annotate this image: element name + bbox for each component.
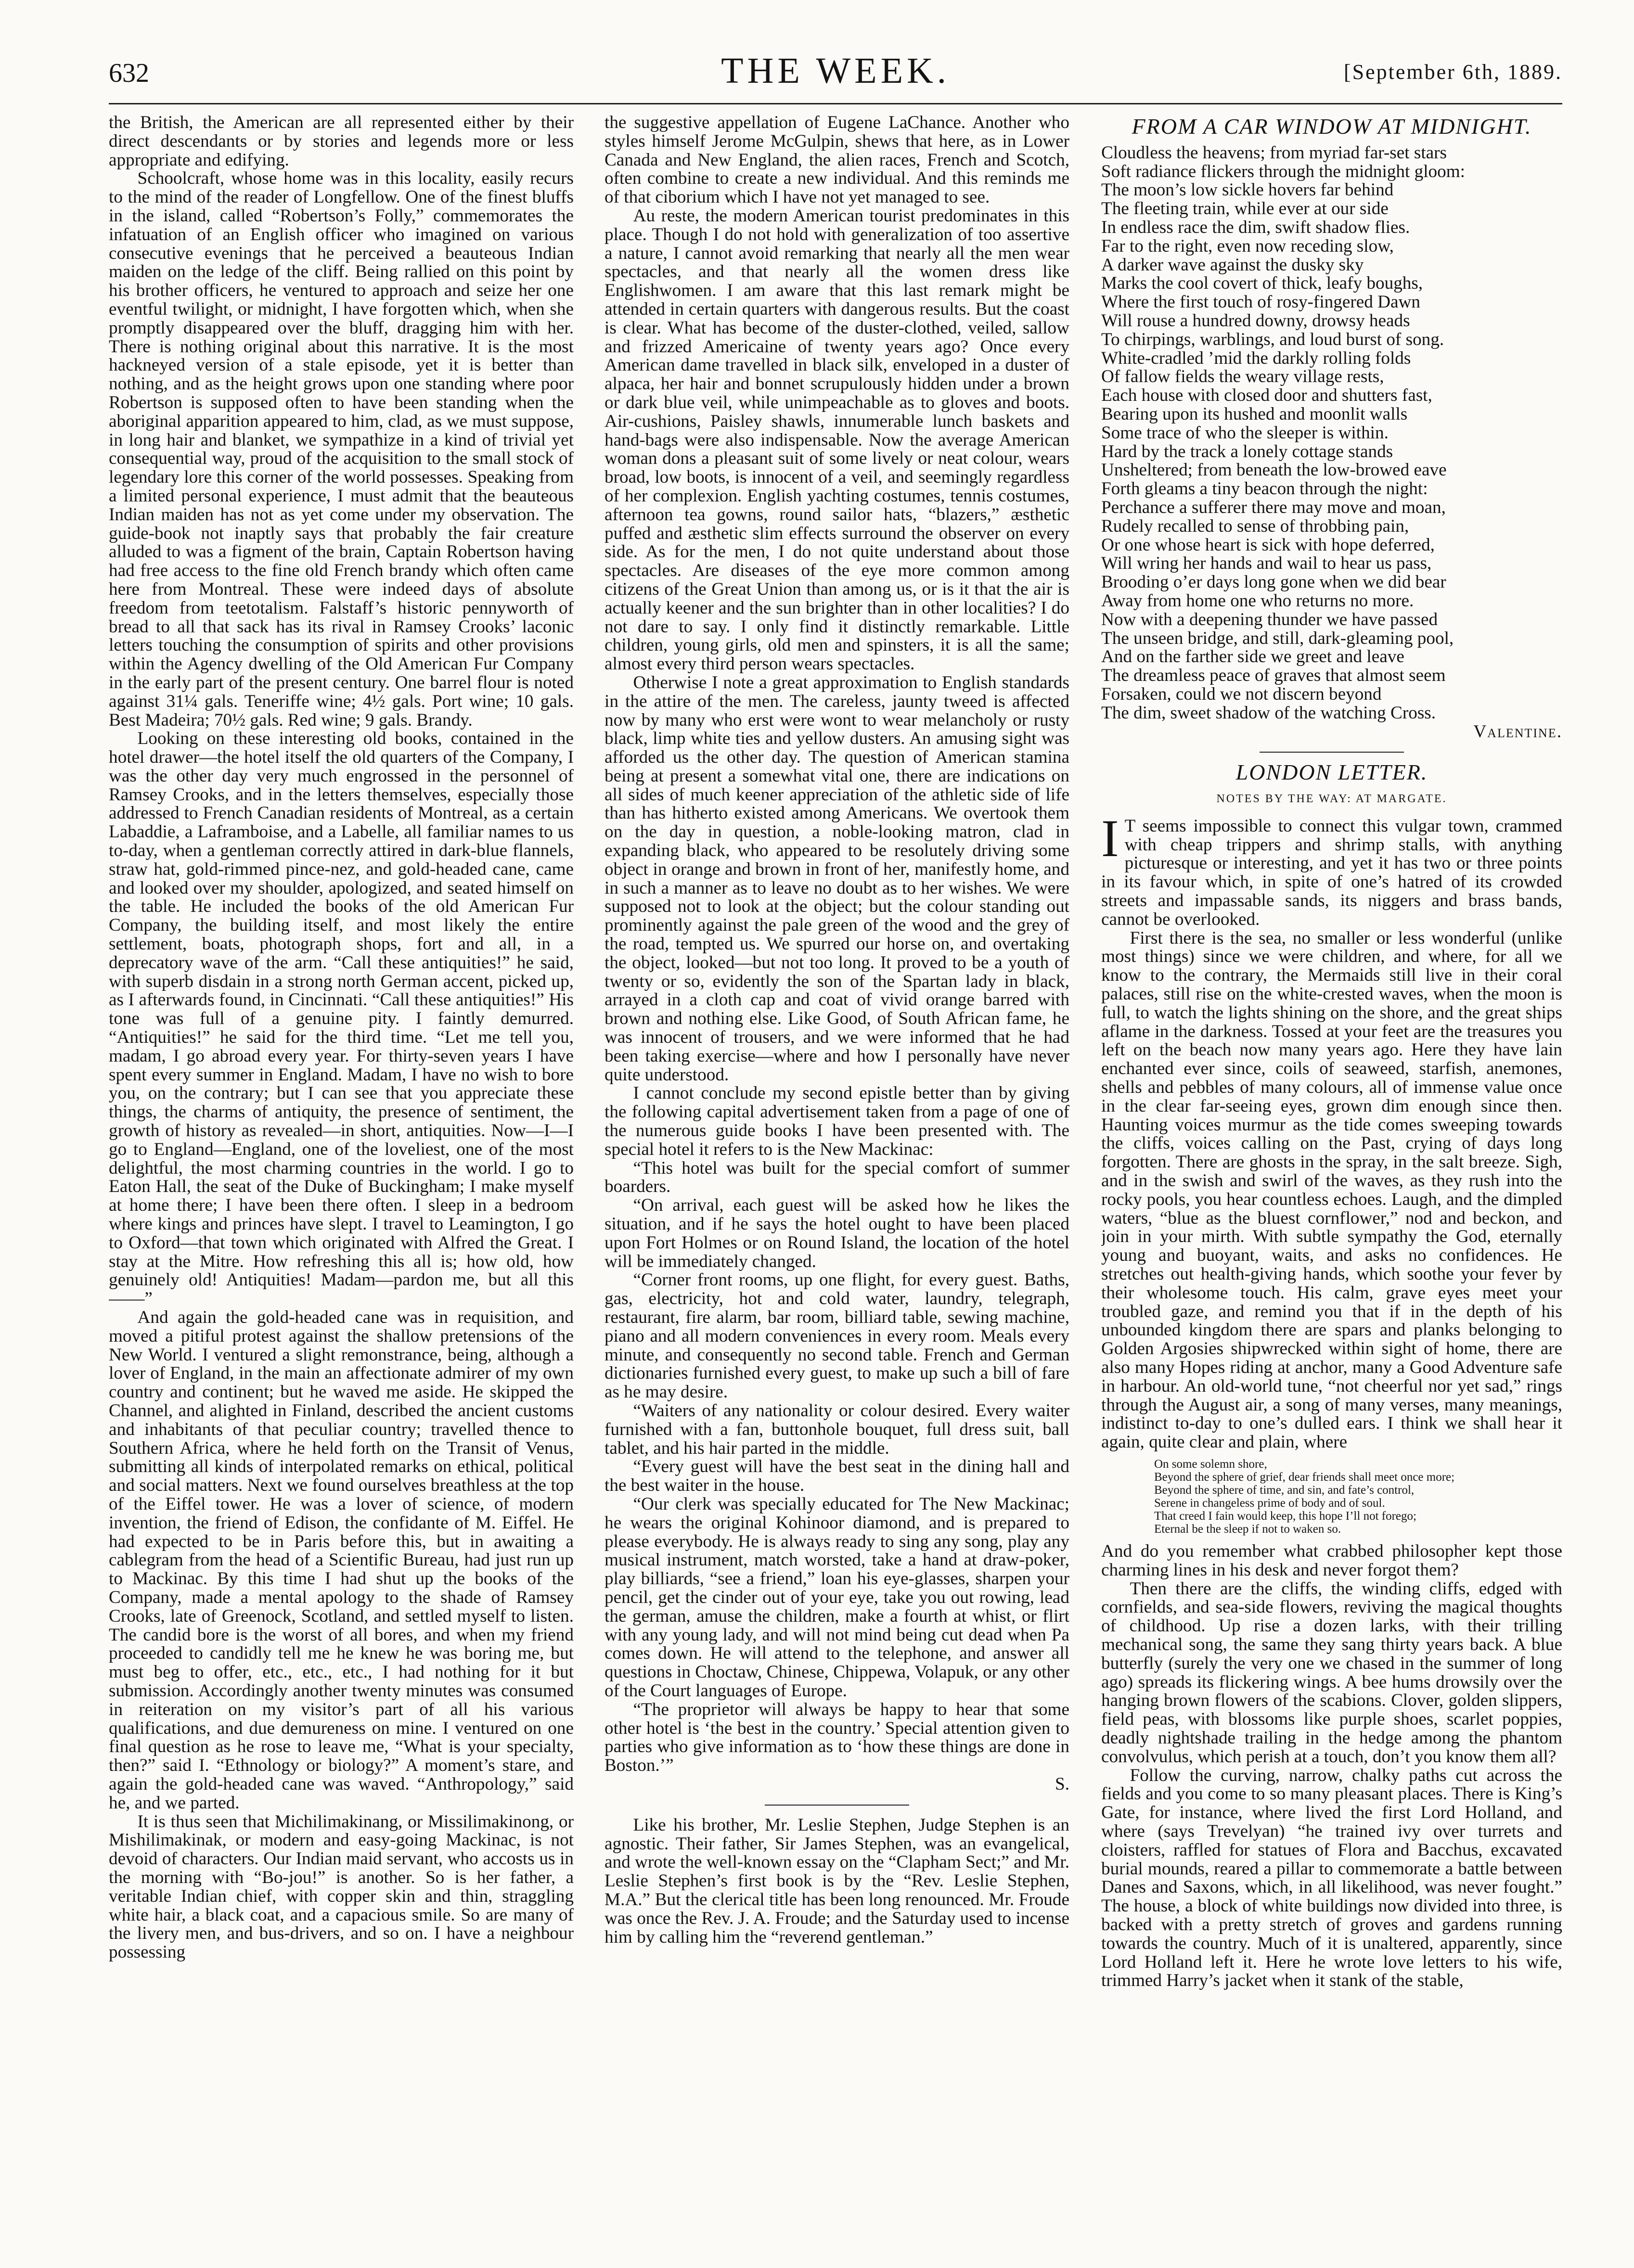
poem-line: Or one whose heart is sick with hope deferred, [1101, 535, 1435, 555]
paragraph: Au reste, the modern American tourist predominates in this place. Though I do not hold with generalization of too assertive a nature, I cannot avoid remarking that nearly all the men wear spectacles, and that nearly all the women dress like Englishwomen. I am aware that this last remark might be attended in certain quarters with dangerous results. But the coast is clear. What has become of the duster-clothed, veiled, sallow and frizzed Americaine of twenty years ago? Once every American dame travelled in black silk, enveloped in a duster of alpaca, her hair and bonnet scrupulously hidden under a brown or dark blue veil, while unimpeachable as to gloves and boots. Air-cushions, Paisley shawls, innumerable lunch baskets and hand-bags were also indispensable. Now the average American woman dons a pleasant suit of some lively or neat colour, wears broad, low boots, is innocent of a veil, and seemingly regardless of her complexion. English yachting costumes, tennis costumes, afternoon tea gowns, round sailor hats, “blazers,” æsthetic puffed and æsthetic slim effects surround the observer on every side. As for the men, I do not quite understand about those spectacles. Are diseases of the eye more common among citizens of the Great Union than among us, or is it that the air is actually keener and the sun brighter than in other localities? I do not dare to say. I only find it distinctly remarkable. Little children, young girls, old men and spinsters, it is all the same; almost every third person wears spectacles. [605, 205, 1069, 674]
poem-line: Forsaken, could we not discern beyond [1101, 684, 1382, 704]
poem-line: Marks the cool covert of thick, leafy boughs, [1101, 273, 1423, 294]
paragraph: First there is the sea, no smaller or less wonderful (unlike most things) since we were children, and where, for all we know to the contrary, the Mermaids still live in their coral palaces, still rise on the white-crested waves, when the moon is full, to watch the lights shining on the shore, and the great ships aflame in the darkness. Tossed at your feet are the treasures you left on the beach now many years ago. Here they have lain enchanted ever since, coils of seaweed, starfish, anemones, shells and pebbles of many colours, all of immense value once in the clear far-seeing eyes, grown dim enough since then. Haunting voices murmur as the tide comes sweeping towards the cliffs, voices calling on the Past, crying of days long forgotten. There are ghosts in the spray, in the salt breeze. Sigh, and in the swish and swirl of the waves, as they rush into the rocky pools, you hear countless echoes. Laugh, and the dimpled waters, “blue as the bluest cornflower,” nod and beckon, and join in your mirth. With subtle sympathy the God, eternally young and buoyant, waits, and asks no confidences. He stretches out health-giving hands, which soothe your fever by their wholesome touch. His calm, grave eyes meet your troubled gaze, and remind you that if in the depth of his unbounded kingdom there are spars and planks belonging to Golden Argosies shipwrecked within sight of home, there are also many Hopes riding at anchor, many a Good Adventure safe in harbour. An old-world tune, “not cheerful nor yet sad,” rings through the August air, a song of many verses, many meanings, indistinct to-day to one’s dulled ears. I think we shall hear it again, quite clear and plain, where [1101, 928, 1562, 1452]
masthead-title: THE WEEK. [721, 51, 950, 91]
poem-author: Valentine. [1473, 721, 1562, 742]
poem-line: Forth gleams a tiny beacon through the night: [1101, 479, 1428, 499]
paragraph: the suggestive appellation of Eugene LaChance. Another who styles himself Jerome McGulpin, shews that here, as in Lower Canada and New England, the alien races, French and Scotch, often combine to create a new individual. And this reminds me of that ciborium which I have not yet managed to see. [605, 114, 1069, 207]
advertisement-paragraph: “Our clerk was specially educated for The New Mackinac; he wears the original Kohinoor diamond, and is prepared to please everybody. He is always ready to sing any song, play any musical instrument, match worsted, take a hand at draw-poker, play billiards, “see a friend,” loan his eye-glasses, sharpen your pencil, get the cinder out of your eye, take you out rowing, lead the german, amuse the children, make a fourth at whist, or flirt with any young lady, and will not mind being cut dead when Pa comes down. He will attend to the telephone, and answer all questions in Choctaw, Chinese, Chippewa, Volapuk, or any other of the Court languages of Europe. [605, 1494, 1069, 1701]
poem-line: Bearing upon its hushed and moonlit walls [1101, 404, 1408, 424]
poem-title: FROM A CAR WINDOW AT MIDNIGHT. [1132, 114, 1532, 139]
poem-line: Brooding o’er days long gone when we did bear [1101, 572, 1446, 592]
poem-line: Now with a deepening thunder we have passed [1101, 609, 1438, 629]
letter-opening-text: T seems impossible to connect this vulgar town, crammed with cheap trippers and shrimp stalls, with anything picturesque or interesting, and yet it has two or three points in its favour which, in spite of one’s hatred of its crowded streets and impassable sands, its niggers and brass bands, cannot be overlooked. [1101, 816, 1562, 929]
stephen-paragraph: Like his brother, Mr. Leslie Stephen, Judge Stephen is an agnostic. Their father, Sir James Stephen, was an evangelical, and wrote the well-known essay on the “Clapham Sect;” and Mr. Leslie Stephen’s first book is by the “Rev. Leslie Stephen, M.A.” But the clerical title has been long renounced. Mr. Froude was once the Rev. J. A. Froude; and the Saturday used to incense him by calling him the “reverend gentleman.” [605, 1815, 1069, 1947]
poem-line: A darker wave against the dusky sky [1101, 255, 1364, 275]
poem-line: Will wring her hands and wail to hear us pass, [1101, 553, 1432, 574]
quoted-verse [1154, 1458, 1562, 1536]
column-2 [605, 114, 1069, 2241]
poem-line: And on the farther side we greet and leave [1101, 647, 1404, 667]
drop-cap: I [1101, 808, 1119, 868]
paragraph: And do you remember what crabbed philosopher kept those charming lines in his desk and never forgot them? [1101, 1541, 1562, 1580]
poem-line: The dim, sweet shadow of the watching Cross. [1101, 703, 1436, 723]
section-divider [765, 1805, 909, 1806]
poem-line: Of fallow fields the weary village rests, [1101, 367, 1384, 387]
poem-line: The unseen bridge, and still, dark-gleaming pool, [1101, 628, 1454, 648]
page-number: 632 [109, 58, 149, 88]
column-1 [109, 114, 574, 2241]
verse-line: Beyond the sphere of grief, dear friends shall meet once more; [1154, 1470, 1455, 1484]
letter-title: LONDON LETTER. [1235, 760, 1428, 785]
poem-body [1101, 144, 1562, 723]
issue-date: [September 6th, 1889. [1343, 60, 1562, 84]
poem-line: Rudely recalled to sense of throbbing pain, [1101, 516, 1409, 536]
letter-signature: S. [1055, 1774, 1069, 1794]
advertisement-paragraph: “This hotel was built for the special comfort of summer boarders. [605, 1158, 1069, 1197]
paragraph: Schoolcraft, whose home was in this locality, easily recurs to the mind of the reader of Longfellow. One of the finest bluffs in the island, called “Robertson’s Folly,” commemorates the infatuation of an English officer who imagined on various consecutive evenings that he perceived a beauteous Indian maiden on the ledge of the cliff. Being rallied on this point by his brother officers, he ventured to approach and seize her one eventful twilight, or midnight, I have forgotten which, when she promptly disappeared over the bluff, dragging him with her. There is nothing original about this narrative. It is the most hackneyed version of a stale episode, yet it is better than nothing, and as the height grows upon one standing where poor Robertson is supposed often to have been standing when the aboriginal apparition appeared to him, clad, as we must suppose, in long hair and blanket, we sympathize in a kind of trivial yet consequential way, proud of the acquisition to the small stock of legendary lore this corner of the world possesses. Speaking from a limited personal experience, I must admit that the beauteous Indian maiden has not as yet come under my observation. The guide-book not inaptly says that probably the fair creature alluded to was a figment of the brain, Captain Robertson having had free access to the fine old French brandy which often came here from Montreal. These were indeed days of absolute freedom from teetotalism. Falstaff’s historic pennyworth of bread to all that sack has its rival in Ramsey Crooks’ laconic letters touching the consumption of spirits and other provisions within the Agency dwelling of the Old American Fur Company in the early part of the present century. One barrel flour is noted against 31¼ gals. Teneriffe wine; 4½ gals. Port wine; 10 gals. Best Madeira; 70½ gals. Red wine; 9 gals. Brandy. [109, 168, 574, 730]
poem-line: Each house with closed door and shutters fast, [1101, 385, 1432, 406]
poem-line: White-cradled ’mid the darkly rolling folds [1101, 348, 1411, 368]
advertisement-paragraph: “Waiters of any nationality or colour desired. Every waiter furnished with a fan, buttonhole bouquet, full dress suit, ball tablet, and his hair parted in the middle. [605, 1400, 1069, 1458]
paragraph: the British, the American are all represented either by their direct descendants or by stories and legends more or less appropriate and edifying. [109, 114, 574, 170]
paragraph: It is thus seen that Michilimakinang, or Missilimakinong, or Mishilimakinak, or modern and easy-going Mackinac, is not devoid of characters. Our Indian maid servant, who accosts us in the morning with “Bo-jou!” is another. So is her father, a veritable Indian chief, with copper skin and thin, straggling white hair, a black coat, and a capacious smile. So are many of the livery men, and bus-drivers, and so on. I have a neighbour possessing [109, 1811, 574, 1962]
paragraph: Looking on these interesting old books, contained in the hotel drawer—the hotel itself the old quarters of the Company, I was the other day very much engrossed in the personnel of Ramsey Crooks, and in the letters themselves, especially those addressed to French Canadian residents of Montreal, as a certain Labaddie, a Laframboise, and a Labelle, all familiar names to us to-day, when a gentleman correctly attired in dark-blue flannels, straw hat, gold-rimmed pince-nez, and gold-headed cane, came and looked over my shoulder, apologized, and seated himself on the table. He included the books of the old American Fur Company, the building itself, and most likely the entire settlement, boats, photograph shops, fort and all, in a deprecatory wave of the arm. “Call these antiquities!” he said, with superb disdain in a strong north German accent, picked up, as I afterwards found, in Cincinnati. “Call these antiquities!” His tone was full of a genuine pity. I faintly demurred. “Antiquities!” he said for the third time. “Let me tell you, madam, I go abroad every year. For thirty-seven years I have spent every summer in England. Madam, I have no wish to bore you, on the contrary; but I can see that you appreciate these things, the charms of antiquity, the presence of sentiment, the growth of history as revealed—in short, antiquities. Now—I—I go to England—England, one of the loveliest, one of the most delightful, the most charming countries in the world. I go to Eaton Hall, the seat of the Duke of Buckingham; I make myself at home there; I have been there often. I sleep in a bedroom where kings and princes have slept. I travel to Leamington, I go to Oxford—that town which originated with Alfred the Great. I stay at the Mitre. How refreshing this all is; how old, how genuinely old! Antiquities! Madam—pardon me, but all this——” [109, 729, 574, 1309]
poem-line: In endless race the dim, swift shadow flies. [1101, 217, 1410, 237]
letter-subtitle: NOTES BY THE WAY: AT MARGATE. [1216, 793, 1447, 806]
poem-line: Away from home one who returns no more. [1101, 590, 1414, 611]
poem-line: Soft radiance flickers through the midnight gloom: [1101, 161, 1465, 181]
paragraph: Follow the curving, narrow, chalky paths cut across the fields and you come to so many pleasant places. There is King’s Gate, for instance, where lived the first Lord Holland, and where (says Trevelyan) “he trained ivy over turrets and cloisters, raffled for statues of Flora and Bacchus, excavated burial mounds, reared a pillar to commemorate a battle between Danes and Saxons, which, in all likelihood, was never fought.” The house, a block of white buildings now divided into three, is backed with a pretty stretch of groves and gardens running towards the country. Much of it is unaltered, apparently, since Lord Holland left it. Here he wrote love letters to his wife, trimmed Harry’s jacket when it stank of the stable, [1101, 1765, 1562, 1991]
verse-line: Serene in changeless prime of body and of soul. [1154, 1496, 1385, 1510]
advertisement-paragraph: “Every guest will have the best seat in the dining hall and the best waiter in the house. [605, 1457, 1069, 1496]
letter-opening-paragraph [1101, 808, 1562, 929]
paragraph: I cannot conclude my second epistle better than by giving the following capital advertisement taken from a page of one of the numerous guide books I have been presented with. The special hotel it refers to is the New Mackinac: [605, 1083, 1069, 1159]
poem-line: Where the first touch of rosy-fingered Dawn [1101, 292, 1420, 312]
advertisement-paragraph: “The proprietor will always be happy to hear that some other hotel is ‘the best in the country.’ Special attention given to parties who give information as to ‘how these things are done in Boston.’” [605, 1699, 1069, 1776]
page-header [109, 48, 1562, 101]
poem-line: The moon’s low sickle hovers far behind [1101, 180, 1394, 200]
advertisement-paragraph: “Corner front rooms, up one flight, for every guest. Baths, gas, electricity, hot and cold water, laundry, telegraph, restaurant, fire alarm, bar room, billiard table, sewing machine, piano and all modern conveniences in every room. Meals every minute, and consequently no second table. French and German dictionaries furnished every guest, to make up such a bill of fare as he may desire. [605, 1270, 1069, 1402]
poem-line: Unsheltered; from beneath the low-browed eave [1101, 460, 1447, 480]
paragraph: Then there are the cliffs, the winding cliffs, edged with cornfields, and sea-side flowers, reviving the magical thoughts of childhood. Up rise a dozen larks, with their trilling mechanical song, the same they sang thirty years back. A blue butterfly (surely the very one we chased in the summer of long ago) spreads its flickering wings. A bee hums drowsily over the hanging brown flowers of the scabions. Clover, golden slippers, field peas, with blossoms like purple shoes, scarlet poppies, deadly nightshade trailing in the hedge among the phantom convolvulus, which perish at a touch, don’t you know them all? [1101, 1578, 1562, 1767]
paragraph: And again the gold-headed cane was in requisition, and moved a pitiful protest against the shallow pretensions of the New World. I ventured a slight remonstrance, being, although a lover of England, in the main an affectionate admirer of my own country and continent; but he waved me aside. He skipped the Channel, and alighted in Finland, described the ancient customs and inhabitants of that peculiar country; travelled thence to Southern Africa, where he held forth on the Transit of Venus, submitting all kinds of interpolated remarks on ethical, political and social matters. Next we found ourselves breathless at the top of the Eiffel tower. He was a lover of science, of modern invention, the friend of Edison, the confidante of M. Eiffel. He had expected to be in Paris before this, but in awaiting a cablegram from the head of a Scientific Bureau, had just run up to Mackinac. By this time I had shut up the books of the Company, made a mental apology to the shade of Ramsey Crooks, late of Greenock, Scotland, and settled myself to listen. The candid bore is the worst of all bores, and when my friend proceeded to candidly tell me he knew he was boring me, but must beg to offer, etc., etc., etc., I had nothing for it but submission. Accordingly another twenty minutes was consumed in reiteration on my visitor’s part of all his various qualifications, and due demureness on mine. I ventured on one final question as he rose to leave me, “What is your specialty, then?” said I. “Ethnology or biology?” A moment’s stare, and again the gold-headed cane was waved. “Anthropology,” said he, and we parted. [109, 1307, 574, 1813]
header-rule [109, 103, 1562, 104]
poem-line: Will rouse a hundred downy, drowsy heads [1101, 310, 1410, 331]
column-3 [1101, 114, 1562, 2241]
verse-line: That creed I fain would keep, this hope I’ll not forego; [1154, 1509, 1416, 1523]
verse-line: Eternal be the sleep if not to waken so. [1154, 1522, 1341, 1536]
poem-line: Far to the right, even now receding slow, [1101, 236, 1394, 256]
poem-line: Some trace of who the sleeper is within. [1101, 423, 1389, 443]
section-divider [1260, 752, 1404, 753]
verse-line: Beyond the sphere of time, and sin, and fate’s control, [1154, 1483, 1415, 1497]
poem-line: The fleeting train, while ever at our side [1101, 199, 1389, 219]
poem-line: To chirpings, warblings, and loud burst of song. [1101, 329, 1444, 349]
poem-line: The dreamless peace of graves that almost seem [1101, 666, 1446, 686]
poem-line: Perchance a sufferer there may move and moan, [1101, 497, 1446, 517]
paragraph: Otherwise I note a great approximation to English standards in the attire of the men. The careless, jaunty tweed is affected now by many who erst were wont to wear melancholy or rusty black, limp white ties and yellow dusters. An amusing sight was afforded us the other day. The question of American stamina being at present a somewhat vital one, there are indications on all sides of much keener appreciation of the athletic side of life than has hitherto existed among Americans. We overtook them on the day in question, a noble-looking matron, clad in expanding black, who appeared to be resolutely driving some object in orange and brown in front of her, manifestly home, and in such a manner as to leave no doubt as to her wishes. We were supposed not to look at the object; but the colour standing out prominently against the pale green of the wood and the grey of the road, tempted us. We spurred our horse on, and overtaking the object, looked—but not too long. It proved to be a youth of twenty or so, evidently the son of the Spartan lady in black, arrayed in a cloth cap and coat of vivid orange barred with brown and nothing else. Like Good, of South African fame, he was innocent of trousers, and we were informed that he had been taking exercise—where and how I personally have never quite understood. [605, 672, 1069, 1085]
advertisement-paragraph: “On arrival, each guest will be asked how he likes the situation, and if he says the hotel ought to have been placed upon Fort Holmes or on Round Island, the location of the hotel will be immediately changed. [605, 1195, 1069, 1271]
verse-line: On some solemn shore, [1154, 1457, 1267, 1471]
poem-line: Hard by the track a lonely cottage stands [1101, 441, 1393, 461]
poem-line: Cloudless the heavens; from myriad far-set stars [1101, 142, 1447, 163]
